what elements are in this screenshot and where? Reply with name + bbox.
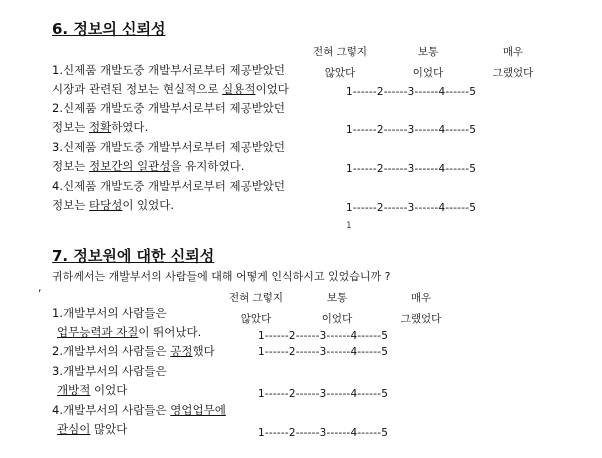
s7-item-2-text: 2.개발부서의 사람들은 [52, 344, 171, 358]
s6-item-4-suffix: 이 있었다. [122, 198, 175, 212]
s6-header-col3 [478, 44, 548, 80]
s6-header-col1-line1: 전혀 그렇지 [312, 46, 368, 58]
s6-item-1-line1: 1.신제품 개발도중 개발부서로부터 제공받았던 [52, 63, 286, 77]
s6-header-col2 [403, 44, 453, 80]
s7-item-3-scale[interactable]: 1------2------3------4------5 [258, 388, 389, 400]
section7-question: 귀하께서는 개발부서의 사람들에 대해 어떻게 인식하시고 있었습니까 ? [52, 270, 391, 283]
s7-header-col2 [312, 290, 362, 326]
s7-item-4 [52, 401, 226, 439]
s6-item-1 [52, 61, 289, 99]
s7-item-1-line2 [52, 323, 201, 342]
s6-item-1-scale[interactable]: 1------2------3------4------5 [346, 86, 477, 98]
s6-item-2-suffix: 하였다. [111, 120, 149, 134]
s6-item-3-suffix: 을 유지하였다. [170, 159, 245, 173]
s7-item-1-scale[interactable]: 1------2------3------4------5 [258, 330, 389, 342]
s6-item-2-keyword: 정확 [88, 120, 112, 134]
s7-item-4-text: 4.개발부서의 사람들은 [52, 403, 171, 417]
s6-item-2 [52, 99, 285, 137]
s7-item-1-keyword: 업무능력과 자질 [57, 325, 139, 339]
s6-header-col1 [304, 44, 376, 80]
s7-item-2-scale[interactable]: 1------2------3------4------5 [258, 346, 389, 358]
s7-item-3 [52, 362, 167, 400]
s6-header-col3-line2: 그랬었다 [492, 67, 534, 79]
s7-item-2-suffix: 했다 [192, 344, 215, 358]
s6-header-col2-line2: 이었다 [412, 67, 444, 79]
s6-item-2-line1: 2.신제품 개발도중 개발부서로부터 제공받았던 [52, 101, 286, 115]
s7-header-col2-line1: 보통 [326, 292, 348, 304]
s6-item-1-suffix: 이었다 [255, 82, 289, 96]
s6-item-3-line2 [52, 157, 285, 176]
s6-item-3-text: 정보는 [52, 159, 89, 173]
s7-item-4-line1 [52, 401, 226, 420]
s7-item-3-suffix: 이었다 [90, 383, 128, 397]
s7-item-1-suffix: 이 뛰어났다. [138, 325, 202, 339]
s6-item-1-keyword: 실용적 [222, 82, 256, 96]
s7-header-col3 [386, 290, 456, 326]
s6-header-col1-line2: 않았다 [324, 67, 356, 79]
s7-item-2 [52, 342, 215, 361]
s7-header-col3-line1: 매우 [410, 292, 432, 304]
s6-item-2-text: 정보는 [52, 120, 89, 134]
s7-item-4-keyword: 영업업무에 [170, 403, 226, 417]
s6-item-1-line2 [52, 80, 289, 99]
s6-item-4 [52, 177, 285, 215]
s7-header-col3-line2: 그랬었다 [400, 313, 442, 325]
s7-header-col1 [220, 290, 292, 326]
s6-item-4-line1: 4.신제품 개발도중 개발부서로부터 제공받았던 [52, 179, 286, 193]
s7-item-3-keyword: 개방적 [57, 383, 91, 397]
s7-item-3-line2 [52, 381, 167, 400]
s6-item-4-text: 정보는 [52, 198, 89, 212]
s7-item-4-line2 [52, 420, 226, 439]
s7-header-col2-line2: 이었다 [321, 313, 353, 325]
s6-item-3 [52, 138, 285, 176]
s7-item-1 [52, 304, 201, 342]
s6-header-col3-line1: 매우 [502, 46, 524, 58]
s7-item-4-suffix: 많았다 [90, 422, 128, 436]
s6-item-2-line2 [52, 118, 285, 137]
s6-item-3-keyword: 정보간의 일관성 [88, 159, 171, 173]
s6-header-col2-line1: 보통 [417, 46, 439, 58]
s7-item-3-line1: 3.개발부서의 사람들은 [52, 364, 167, 378]
s6-item-4-line2 [52, 196, 285, 215]
s7-item-1-line1: 1.개발부서의 사람들은 [52, 306, 167, 320]
s7-item-2-line1 [52, 342, 215, 361]
s6-item-4-scale[interactable]: 1------2------3------4------5 [346, 202, 477, 214]
s7-item-4-scale[interactable]: 1------2------3------4------5 [258, 427, 389, 439]
s6-item-3-scale[interactable]: 1------2------3------4------5 [346, 163, 477, 175]
s7-header-col1-line2: 않았다 [240, 313, 272, 325]
s6-item-3-line1: 3.신제품 개발도중 개발부서로부터 제공받았던 [52, 140, 286, 154]
s6-stray-mark: 1 [346, 221, 352, 231]
section7-title: 7. 정보원에 대한 신뢰성 [52, 247, 215, 265]
section6-title: 6. 정보의 신뢰성 [52, 20, 166, 38]
s7-header-col1-line1: 전혀 그렇지 [228, 292, 284, 304]
s6-item-2-scale[interactable]: 1------2------3------4------5 [346, 124, 477, 136]
s7-item-4-keyword-2: 관심이 [57, 422, 91, 436]
s7-item-2-keyword: 공정 [170, 344, 193, 358]
s6-item-4-keyword: 타당성 [88, 198, 123, 212]
s6-item-1-text: 시장과 관련된 정보는 현실적으로 [52, 82, 223, 96]
s7-stray-mark: , [38, 281, 42, 294]
